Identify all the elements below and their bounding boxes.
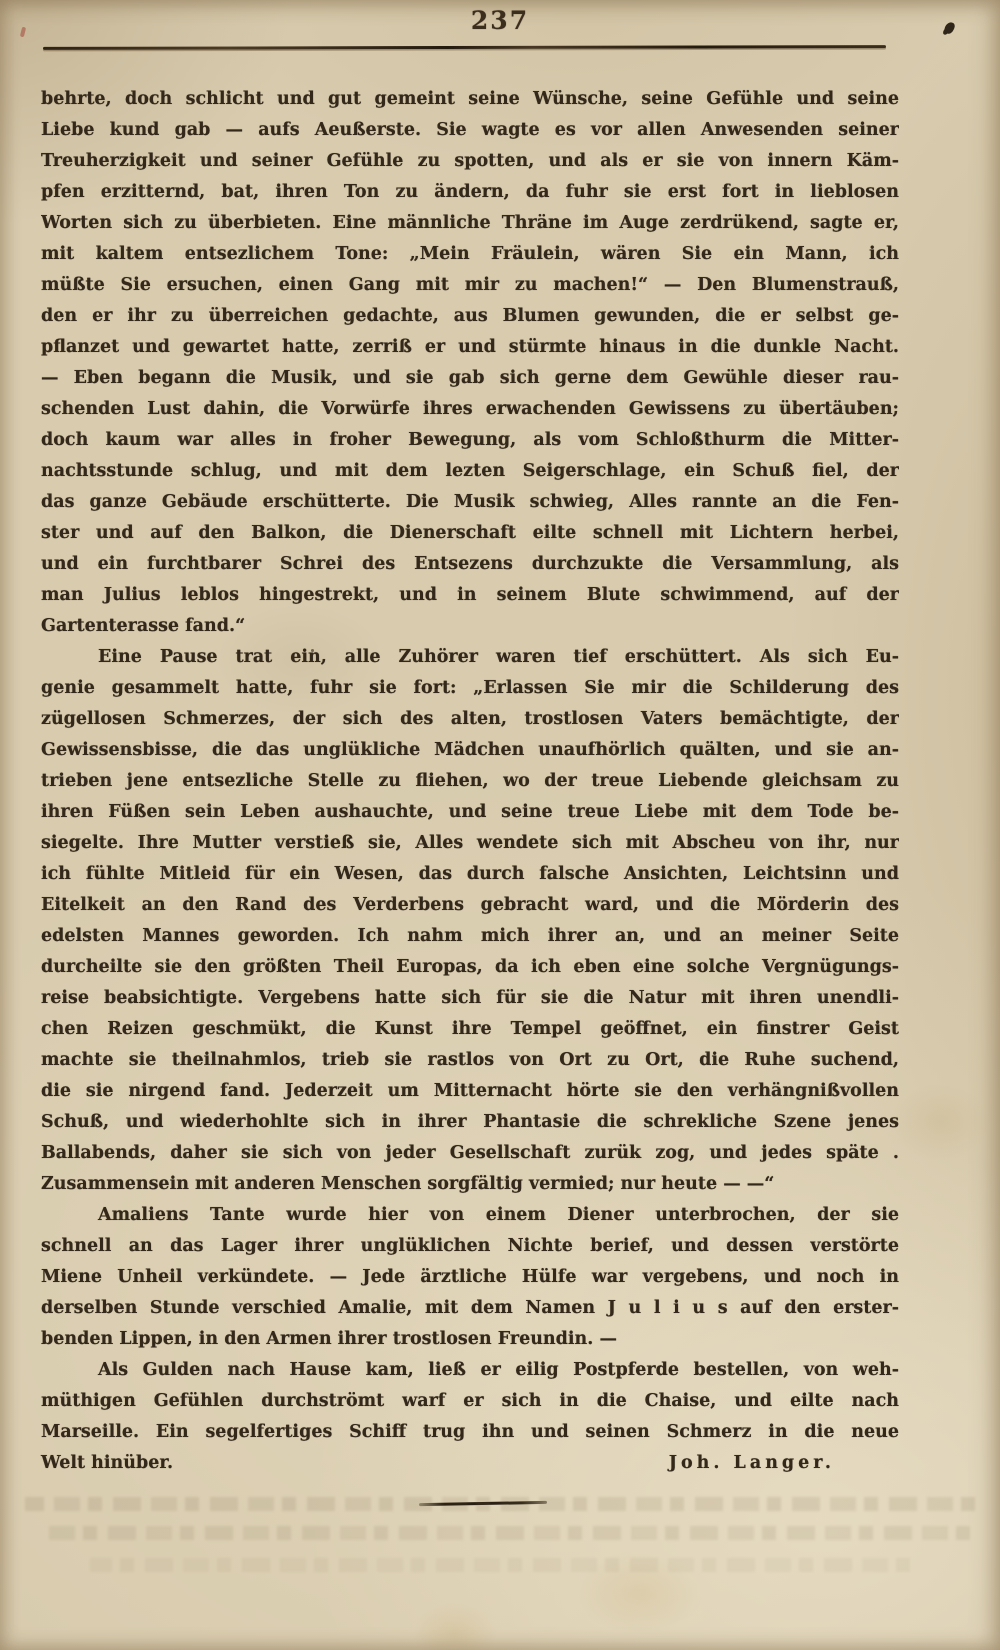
- text-line: man Julius leblos hingestrekt, und in seinem Blute schwimmend, auf der: [41, 585, 899, 605]
- text-line: ster und auf den Balkon, die Dienerschaft eilte schnell mit Lichtern herbei,: [41, 523, 899, 543]
- text-line: reise beabsichtigte. Vergebens hatte sich für sie die Natur mit ihren unendli-: [41, 988, 899, 1008]
- final-line-text: Welt hinüber.: [41, 1453, 174, 1473]
- text-line: Eitelkeit an den Rand des Verderbens gebracht ward, und die Mörderin des: [41, 895, 899, 915]
- text-line: ihren Füßen sein Leben aushauchte, und seine treue Liebe mit dem Tode be-: [41, 802, 899, 822]
- text-line: — Eben begann die Musik, und sie gab sich gerne dem Gewühle dieser rau-: [41, 368, 899, 388]
- text-line: zügellosen Schmerzes, der sich des alten, trostlosen Vaters bemächtigte, der: [41, 709, 899, 729]
- bleedthrough-texture: [40, 1526, 970, 1540]
- page-number: 237: [470, 6, 530, 35]
- text-line: doch kaum war alles in froher Bewegung, als vom Schloßthurm die Mitter-: [41, 430, 899, 450]
- text-line: müthigen Gefühlen durchströmt warf er sich in die Chaise, und eilte nach: [41, 1391, 899, 1411]
- text-line: chen Reizen geschmükt, die Kunst ihre Tempel geöffnet, ein finstrer Geist: [41, 1019, 899, 1039]
- text-line: Gartenterasse fand.“: [41, 616, 246, 636]
- text-line: pfen erzitternd, bat, ihren Ton zu ändern, da fuhr sie erst fort in lieblosen: [41, 182, 899, 202]
- author-signature: Joh. Langer.: [668, 1453, 835, 1473]
- text-line: Marseille. Ein segelfertiges Schiff trug ihn und seinen Schmerz in die neue: [41, 1422, 899, 1442]
- header-rule-divider: [43, 45, 886, 50]
- text-line: schnell an das Lager ihrer unglüklichen Nichte berief, und dessen verstörte: [41, 1236, 899, 1256]
- text-line: edelsten Mannes geworden. Ich nahm mich ihrer an, und an meiner Seite: [41, 926, 899, 946]
- text-line: Amaliens Tante wurde hier von einem Diener unterbrochen, der sie: [98, 1205, 899, 1225]
- text-line: siegelte. Ihre Mutter verstieß sie, Alles wendete sich mit Abscheu von ihr, nur: [41, 833, 899, 853]
- text-line: derselben Stunde verschied Amalie, mit dem Namen J u l i u s auf den erster-: [41, 1298, 899, 1318]
- bleedthrough-texture: [90, 1558, 910, 1572]
- lines-container: [41, 84, 899, 1448]
- text-line: Eine Pause trat ein, alle Zuhörer waren tief erschüttert. Als sich Eu-: [98, 647, 899, 667]
- text-line: Zusammensein mit anderen Menschen sorgfältig vermied; nur heute — —“: [41, 1174, 775, 1194]
- text-line: mit kaltem entsezlichem Tone: „Mein Fräulein, wären Sie ein Mann, ich: [41, 244, 899, 264]
- text-line: durcheilte sie den größten Theil Europas, da ich eben eine solche Vergnügungs-: [41, 957, 899, 977]
- text-line: ich fühlte Mitleid für ein Wesen, das durch falsche Ansichten, Leichtsinn und: [41, 864, 899, 884]
- text-line: trieben jene entsezliche Stelle zu fliehen, wo der treue Liebende gleichsam zu: [41, 771, 899, 791]
- text-line: Treuherzigkeit und seiner Gefühle zu spotten, und als er sie von innern Käm-: [41, 151, 899, 171]
- text-line: Liebe kund gab — aufs Aeußerste. Sie wagte es vor allen Anwesenden seiner: [41, 120, 899, 140]
- text-line: pflanzet und gewartet hatte, zerriß er und stürmte hinaus in die dunkle Nacht.: [41, 337, 899, 357]
- text-line: nachtsstunde schlug, und mit dem lezten Seigerschlage, ein Schuß fiel, der: [41, 461, 899, 481]
- text-line: machte sie theilnahmlos, trieb sie rastlos von Ort zu Ort, die Ruhe suchend,: [41, 1050, 899, 1070]
- text-line: und ein furchtbarer Schrei des Entsezens durchzukte die Versammlung, als: [41, 554, 899, 574]
- text-line: das ganze Gebäude erschütterte. Die Musik schwieg, Alles rannte an die Fen-: [41, 492, 899, 512]
- text-line: die sie nirgend fand. Jederzeit um Mitternacht hörte sie den verhängnißvollen: [41, 1081, 899, 1101]
- bleedthrough-texture: [25, 1497, 975, 1511]
- text-line: schenden Lust dahin, die Vorwürfe ihres erwachenden Gewissens zu übertäuben;: [41, 399, 899, 419]
- text-body: [41, 84, 899, 1479]
- text-line: benden Lippen, in den Armen ihrer trostlosen Freundin. —: [41, 1329, 617, 1349]
- text-line: Schuß, und wiederhohlte sich in ihrer Phantasie die schrekliche Szene jenes: [41, 1112, 899, 1132]
- text-line: Ballabends, daher sie sich von jeder Gesellschaft zurük zog, und jedes späte .: [41, 1143, 899, 1163]
- text-line: Als Gulden nach Hause kam, ließ er eilig Postpferde bestellen, von weh-: [98, 1360, 899, 1380]
- text-line: Miene Unheil verkündete. — Jede ärztliche Hülfe war vergebens, und noch in: [41, 1267, 899, 1287]
- text-line: den er ihr zu überreichen gedachte, aus Blumen gewunden, die er selbst ge-: [41, 306, 899, 326]
- text-line: Worten sich zu überbieten. Eine männliche Thräne im Auge zerdrükend, sagte er,: [41, 213, 899, 233]
- final-text-line: [41, 1448, 899, 1479]
- text-line: behrte, doch schlicht und gut gemeint seine Wünsche, seine Gefühle und seine: [41, 89, 899, 109]
- text-line: genie gesammelt hatte, fuhr sie fort: „Erlassen Sie mir die Schilderung des: [41, 678, 899, 698]
- text-line: müßte Sie ersuchen, einen Gang mit mir zu machen!“ — Den Blumenstrauß,: [41, 275, 899, 295]
- text-line: Gewissensbisse, die das unglükliche Mädchen unaufhörlich quälten, und sie an-: [41, 740, 899, 760]
